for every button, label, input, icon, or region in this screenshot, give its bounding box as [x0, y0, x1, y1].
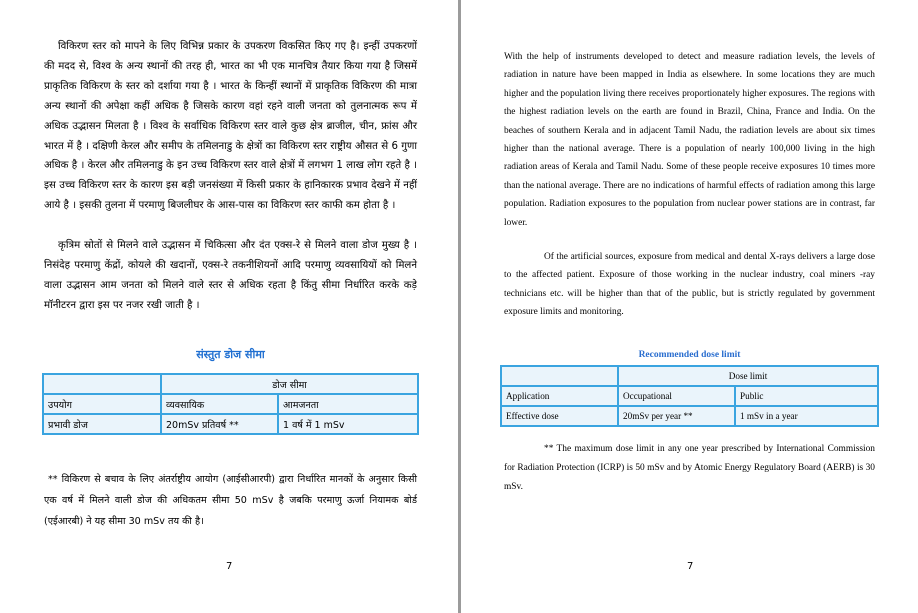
table-cell: Occupational: [618, 386, 735, 406]
table-cell: [43, 374, 161, 394]
table-cell: Application: [501, 386, 618, 406]
table-group-header: डोज सीमा: [161, 374, 418, 394]
table-row: [501, 406, 878, 426]
page-number: 7: [687, 561, 694, 572]
table-row: [43, 394, 418, 414]
hindi-paragraph-2: कृत्रिम स्रोतों से मिलने वाले उद्भासन में चिकित्सा और दंत एक्स-रे से मिलने वाला डोज मुख्य है । निसंदेह परमाणु केंद्रों, कोयले की खदानों, एक्स-रे तकनीशियनों आदि परमाणु व्यवसायियों को मिलने वाला उद्भासन आम जनता को मिलने वाले स्तर से अधिक रहता है किंतु सीमा निर्धारित करके कड़े मॉनीटरन द्वारा इस पर नजर रखी जाती है ।: [44, 240, 417, 311]
table-cell: व्यवसायिक: [161, 394, 278, 414]
hindi-paragraph-1: विकिरण स्तर को मापने के लिए विभिन्न प्रकार के उपकरण विकसित किए गए है। इन्हीं उपकरणों की मदद से, विश्व के अन्य स्थानों की तरह ही, भारत का भी एक मानचित्र तैयार किया गया है जिसमें प्राकृतिक विकिरण के स्तर को दर्शाया गया है । भारत के किन्हीं स्थानों में प्राकृतिक विकिरण की मात्रा अन्य स्थानों की अपेक्षा कहीं अधिक है जिसके कारण वहां रहने वाली जनता को तुलनात्मक रूप में अधिक उद्भासन मिलता है । विश्व के सर्वाधिक विकिरण स्तर वाले कुछ क्षेत्र ब्राजील, चीन, फ्रांस और भारत में है । दक्षिणी केरल और समीप के तमिलनाडु के क्षेत्रों का विकिरण स्तर राष्ट्रीय औसत से 6 गुणा अधिक है । केरल और तमिलनाडु के इन उच्च विकिरण स्तर वाले क्षेत्रों में लगभग 1 लाख लोग रहते है । इस उच्च विकिरण स्तर के कारण इस बड़ी जनसंख्या में किसी प्रकार के हानिकारक प्रभाव देखने में नहीं आये है । इसकी तुलना में परमाणु बिजलीघर के आस-पास का विकिरण स्तर काफी कम होता है ।: [44, 41, 417, 212]
hindi-table-title: संस्तुत डोज सीमा: [196, 348, 265, 361]
table-cell: Effective dose: [501, 406, 618, 426]
left-page-hindi: [0, 0, 458, 613]
table-cell: उपयोग: [43, 394, 161, 414]
table-cell: 20mSv per year **: [618, 406, 735, 426]
table-header-row: [501, 366, 878, 386]
right-page-english: [461, 0, 918, 613]
english-paragraph-2: Of the artificial sources, exposure from medical and dental X-rays delivers a large dose to the affected patient. Exposure of those working in the nuclear industry, coal miners -ray technicians etc. will be higher than that of the public, but is strictly regulated by government exposure limits and monitoring.: [504, 252, 875, 318]
table-row: [43, 414, 418, 434]
table-row: [501, 386, 878, 406]
table-cell: 1 वर्ष में 1 mSv: [278, 414, 418, 434]
table-group-header: Dose limit: [618, 366, 878, 386]
english-dose-limit-table: [500, 365, 879, 427]
hindi-dose-limit-table: [42, 373, 419, 435]
hindi-footnote: ** विकिरण से बचाव के लिए अंतर्राष्ट्रीय आयोग (आईसीआरपी) द्वारा निर्धारित मानकों के अनुसार किसी एक वर्ष में मिलने वाली डोज की अधिकतम सीमा 50 mSv है जबकि परमाणु ऊर्जा नियामक बोर्ड (एईआरबी) ने यह सीमा 30 mSv तय की है।: [44, 474, 417, 527]
table-header-row: [43, 374, 418, 394]
english-footnote: ** The maximum dose limit in any one year prescribed by International Commission for Radiation Protection (ICRP) is 50 mSv and by Atomic Energy Regulatory Board (AERB) is 30 mSv.: [504, 444, 875, 492]
table-cell: [501, 366, 618, 386]
page-number: 7: [226, 561, 233, 572]
table-cell: आमजनता: [278, 394, 418, 414]
table-cell: 1 mSv in a year: [735, 406, 878, 426]
english-paragraph-1: With the help of instruments developed to detect and measure radiation levels, the levels of radiation in nature have been mapped in India as elsewhere. In some locations they are much higher and the population living there receives proportionately higher exposures. The regions with the highest radiation levels on the earth are found in Brazil, China, France and India. On the beaches of southern Kerala and in adjacent Tamil Nadu, the radiation levels are about six times higher than the national average. There is a population of nearly 100,000 living in the high radiation areas of Kerala and Tamil Nadu. Some of these people receive exposures 10 times more than the national average. There are no indications of harmful effects of radiation among this large population. Radiation exposures to the population from nuclear power stations are in contrast, far lower.: [504, 52, 875, 228]
table-cell: 20mSv प्रतिवर्ष **: [161, 414, 278, 434]
table-cell: Public: [735, 386, 878, 406]
table-cell: प्रभावी डोज: [43, 414, 161, 434]
english-table-title: Recommended dose limit: [638, 350, 741, 360]
